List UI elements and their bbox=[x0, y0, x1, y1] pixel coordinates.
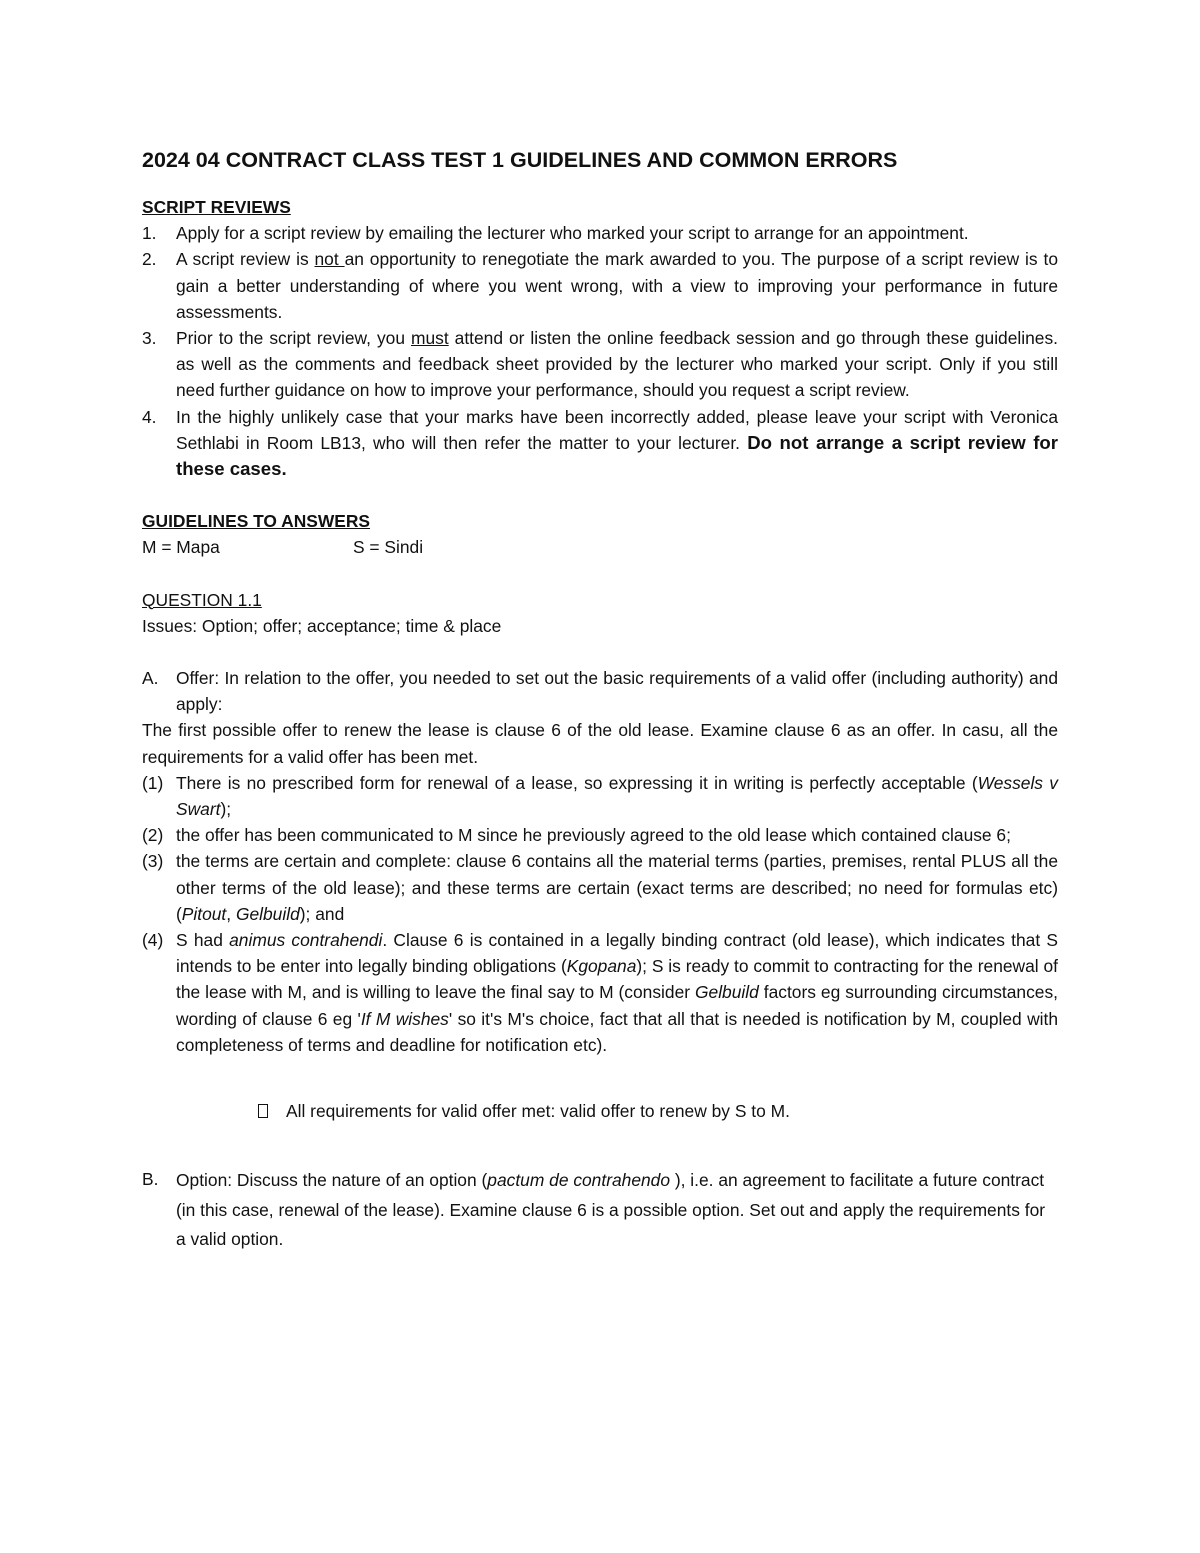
option-text bbox=[176, 1166, 1058, 1255]
item-number: (3) bbox=[142, 851, 164, 872]
offer-conclusion bbox=[258, 1098, 1058, 1124]
list-item bbox=[142, 822, 1058, 848]
item-text: Apply for a script review by emailing the lecturer who marked your script to arrange for an appointment. bbox=[176, 223, 969, 244]
case-citation: Kgopana bbox=[566, 956, 637, 977]
offer-section bbox=[142, 665, 1058, 717]
text-run: , bbox=[226, 903, 236, 924]
question-issues: Issues: Option; offer; acceptance; time & place bbox=[142, 615, 502, 636]
case-citation: Gelbuild bbox=[695, 982, 759, 1003]
case-citation: Wessels v Swart bbox=[176, 772, 1058, 820]
text-run: In the highly unlikely case that your marks have been incorrectly added, please leave your script with Veronica Sethlabi in Room LB13, who will then refer the matter to your lecturer. bbox=[176, 406, 1058, 453]
option-section bbox=[142, 1166, 1058, 1255]
underlined-text: must bbox=[410, 328, 449, 349]
item-number: 1. bbox=[142, 223, 157, 244]
party-s: S = Sindi bbox=[353, 537, 424, 558]
item-text: the offer has been communicated to M since he previously agreed to the old lease which contained clause 6; bbox=[176, 825, 1011, 846]
list-item bbox=[142, 770, 1058, 822]
item-number: 4. bbox=[142, 406, 157, 427]
latin-term: animus contrahendi bbox=[229, 930, 383, 951]
document-title: 2024 04 CONTRACT CLASS TEST 1 GUIDELINES AND COMMON ERRORS bbox=[142, 148, 898, 172]
conclusion-text: All requirements for valid offer met: valid offer to renew by S to M. bbox=[286, 1101, 790, 1122]
script-reviews-list bbox=[142, 220, 1058, 482]
text-run: S had bbox=[176, 930, 230, 951]
item-text bbox=[176, 246, 1058, 325]
text-run: Prior to the script review, you bbox=[176, 328, 411, 349]
text-run: ); and bbox=[299, 903, 345, 924]
latin-term: pactum de contrahendo bbox=[487, 1170, 675, 1191]
list-item bbox=[142, 404, 1058, 483]
guidelines-heading: GUIDELINES TO ANSWERS bbox=[142, 511, 371, 532]
quoted-wording: If M wishes bbox=[360, 1008, 449, 1029]
arrow-bullet-icon bbox=[258, 1104, 268, 1118]
text-run: attend or listen the online feedback session and go through these guidelines. as well as the comments and feedback sheet provided by the lecturer who marked your script. Only if you still need further guidance on how to improve your performance, should you request a script review. bbox=[176, 328, 1058, 401]
item-text bbox=[176, 325, 1058, 404]
text-run: ); bbox=[220, 799, 232, 820]
offer-intro: Offer: In relation to the offer, you needed to set out the basic requirements of a valid offer (including authority) and apply: bbox=[176, 668, 1058, 715]
item-number: (4) bbox=[142, 930, 164, 951]
item-text bbox=[176, 848, 1058, 927]
document-body bbox=[142, 146, 1058, 1255]
case-citation: Gelbuild bbox=[235, 903, 300, 924]
party-m: M = Mapa bbox=[142, 537, 220, 558]
item-text bbox=[176, 770, 1058, 822]
text-run: A script review is bbox=[176, 249, 315, 270]
text-run: Option: Discuss the nature of an option ( bbox=[176, 1170, 488, 1191]
question-heading: QUESTION 1.1 bbox=[142, 589, 262, 610]
item-number: (1) bbox=[142, 772, 164, 793]
list-item bbox=[142, 927, 1058, 1058]
text-run: ), i.e. an agreement to facilitate a future contract (in this case, renewal of the lease). Examine clause 6 is a possible option. Set out and apply the requirements for a valid option. bbox=[176, 1170, 1046, 1250]
list-item bbox=[142, 325, 1058, 404]
list-item bbox=[142, 246, 1058, 325]
section-label: B. bbox=[142, 1169, 159, 1190]
text-run: ' so it's M's choice, fact that all that is needed is notification by M, coupled with completeness of terms and deadline for notification etc). bbox=[176, 1008, 1058, 1055]
item-text bbox=[176, 404, 1058, 483]
text-run: There is no prescribed form for renewal of a lease, so expressing it in writing is perfectly acceptable ( bbox=[176, 772, 978, 793]
item-number: 3. bbox=[142, 328, 157, 349]
item-text bbox=[176, 927, 1058, 1058]
section-label: A. bbox=[142, 668, 159, 689]
offer-paragraph: The first possible offer to renew the lease is clause 6 of the old lease. Examine clause 6 as an offer. In casu, all the requirements for a valid offer has been met. bbox=[142, 720, 1058, 767]
text-run: factors eg surrounding circumstances, wording of clause 6 eg ' bbox=[176, 982, 1058, 1029]
text-run: ); S is ready to commit to contracting for the renewal of the lease with M, and is willing to leave the final say to M (consider bbox=[176, 956, 1058, 1003]
offer-requirements-list bbox=[142, 770, 1058, 1058]
underlined-text: not bbox=[314, 249, 345, 270]
text-run: an opportunity to renegotiate the mark awarded to you. The purpose of a script review is to gain a better understanding of where you went wrong, with a view to improving your performance in future assessments. bbox=[176, 249, 1058, 322]
item-number: 2. bbox=[142, 249, 157, 270]
case-citation: Pitout bbox=[181, 903, 227, 924]
text-run: . Clause 6 is contained in a legally binding contract (old lease), which indicates that S intends to be enter into legally binding obligations ( bbox=[176, 930, 1059, 977]
text-run: the terms are certain and complete: clause 6 contains all the material terms (parties, premises, rental PLUS all the other terms of the old lease); and these terms are certain (exact terms are described; no need for formulas etc) ( bbox=[176, 851, 1058, 924]
party-legend bbox=[142, 534, 1058, 560]
bold-text: Do not arrange a script review for these cases. bbox=[176, 431, 1059, 480]
script-reviews-heading: SCRIPT REVIEWS bbox=[142, 197, 291, 217]
item-number: (2) bbox=[142, 825, 164, 846]
list-item bbox=[142, 220, 1058, 246]
list-item bbox=[142, 848, 1058, 927]
